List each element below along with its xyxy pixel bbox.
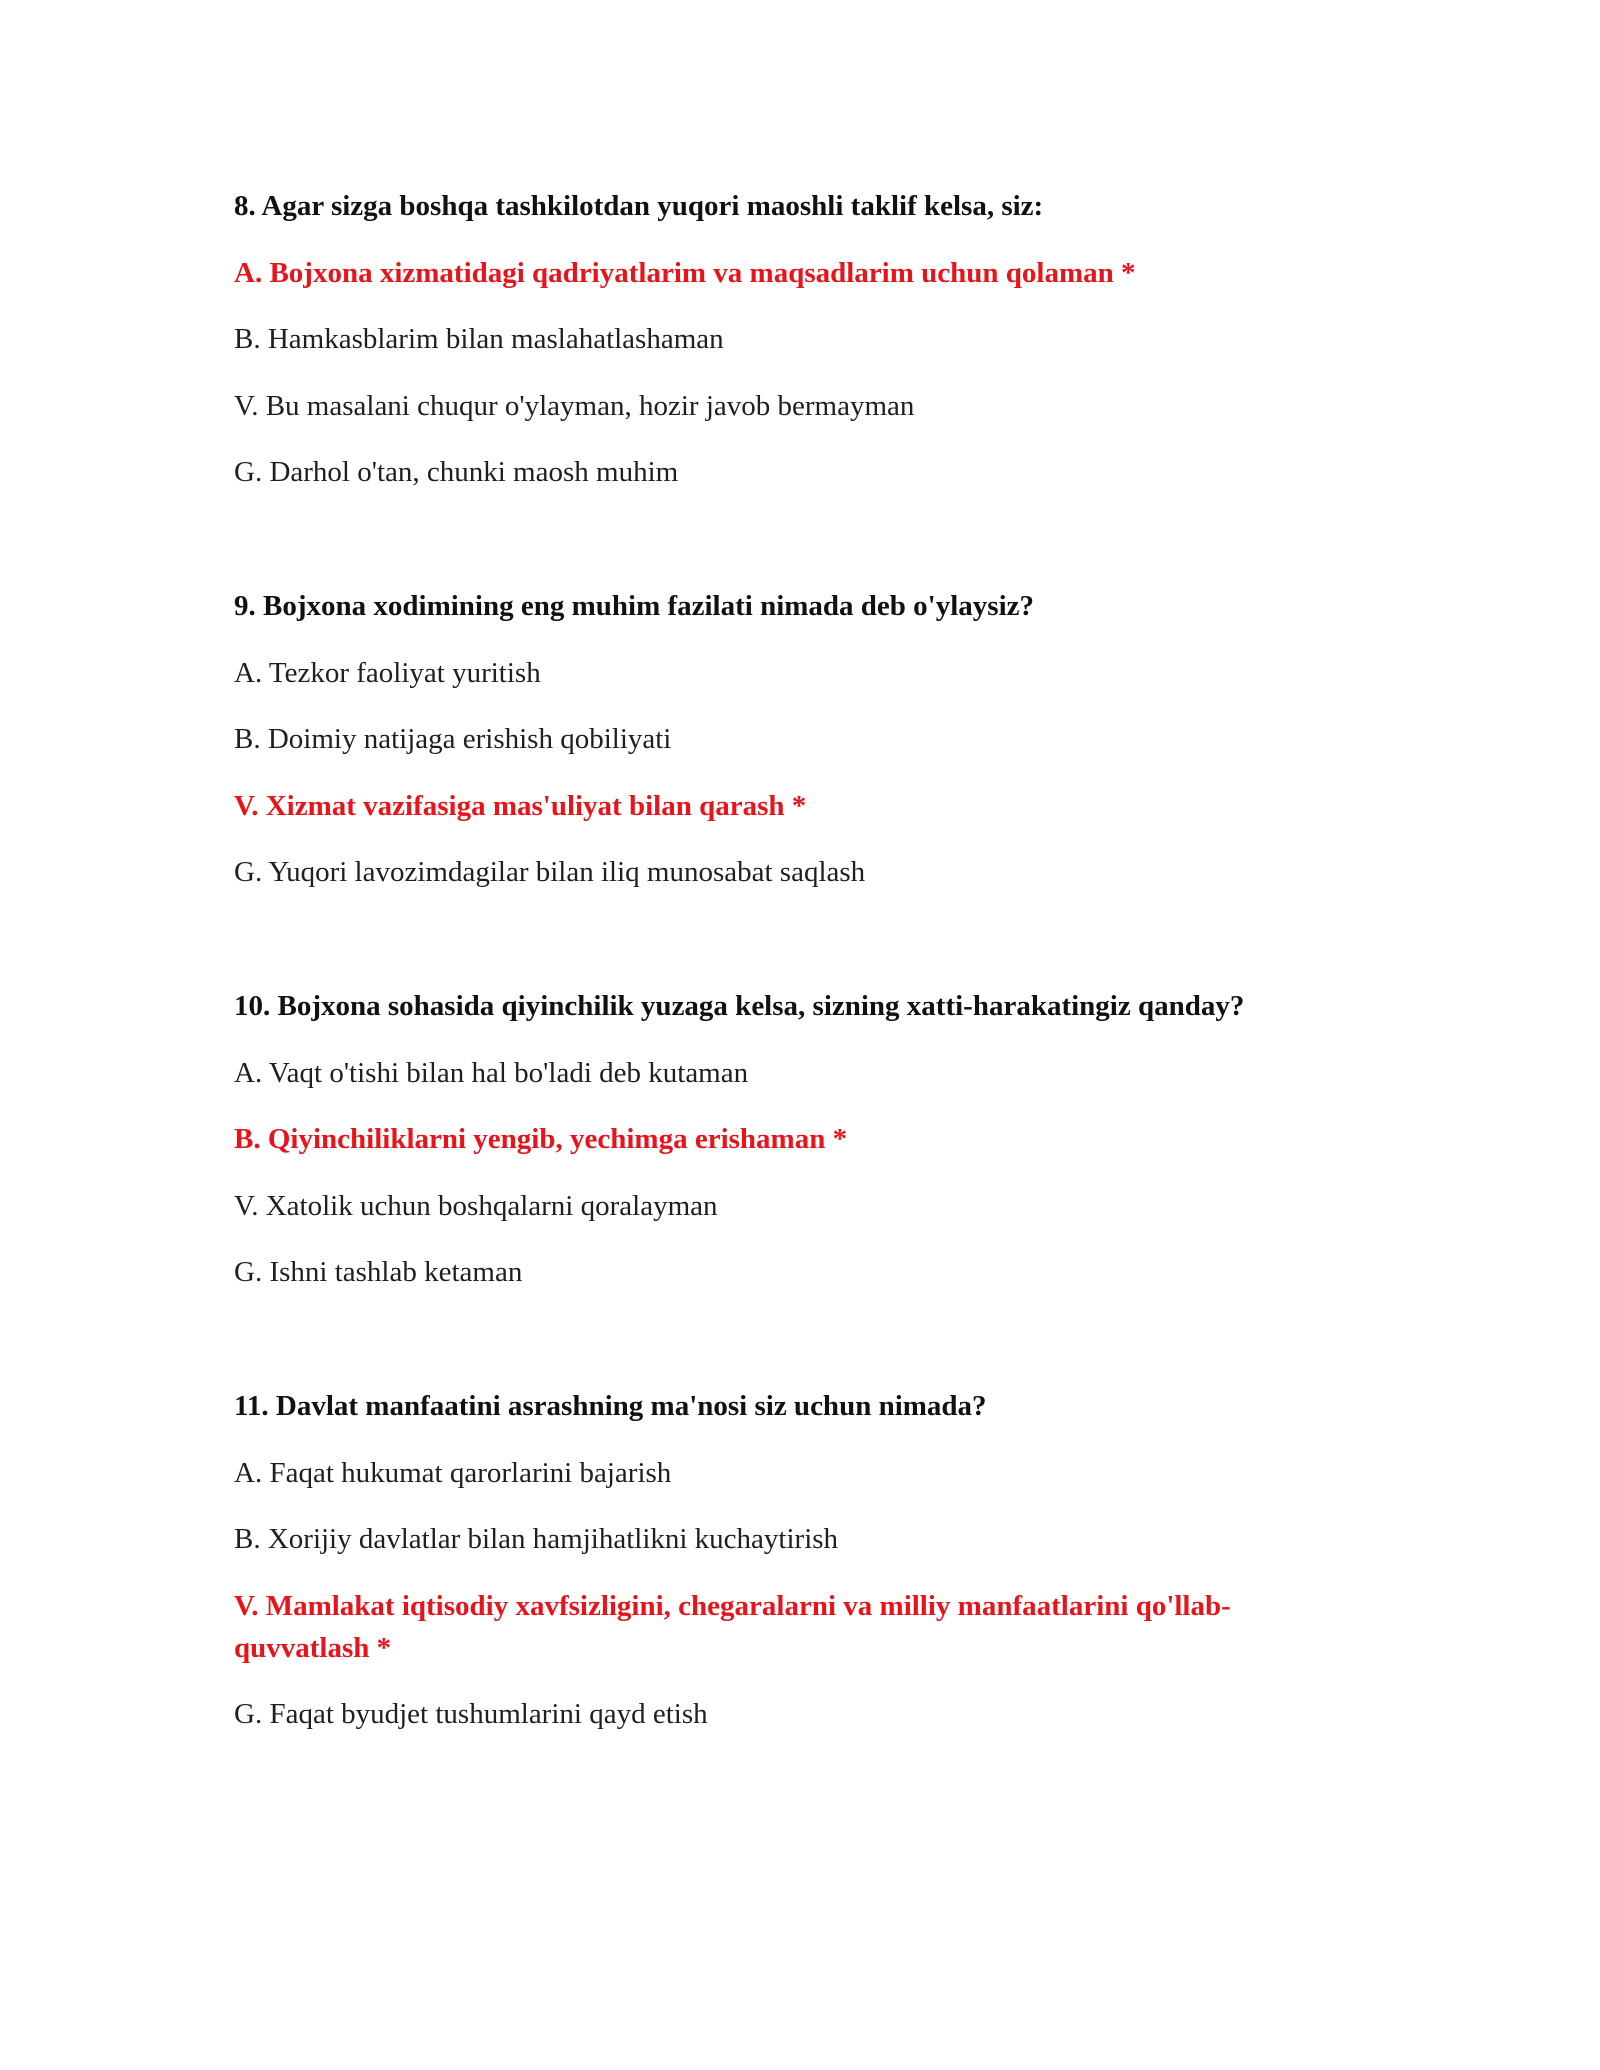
question-11-option-g: G. Faqat byudjet tushumlarini qayd etish: [234, 1698, 708, 1730]
question-10-option-g: G. Ishni tashlab ketaman: [234, 1256, 523, 1288]
question-11-option-a: A. Faqat hukumat qarorlarini bajarish: [234, 1457, 672, 1489]
question-9-text: 9. Bojxona xodimining eng muhim fazilati nimada deb o'ylaysiz?: [234, 590, 1035, 622]
question-9-option-b: B. Doimiy natijaga erishish qobiliyati: [234, 723, 672, 755]
question-10-option-b: B. Qiyinchiliklarni yengib, yechimga erishaman *: [234, 1123, 848, 1155]
question-11-text: 11. Davlat manfaatini asrashning ma'nosi siz uchun nimada?: [234, 1390, 987, 1422]
question-8-option-g: G. Darhol o'tan, chunki maosh muhim: [234, 456, 679, 488]
question-10-text: 10. Bojxona sohasida qiyinchilik yuzaga kelsa, sizning xatti-harakatingiz qanday?: [234, 990, 1245, 1022]
question-8-option-a: A. Bojxona xizmatidagi qadriyatlarim va maqsadlarim uchun qolaman *: [234, 257, 1136, 289]
question-11-option-v: V. Mamlakat iqtisodiy xavfsizligini, chegaralarni va milliy manfaatlarini qo'llab-quvvatlash *: [234, 1590, 1231, 1664]
question-9-option-g: G. Yuqori lavozimdagilar bilan iliq munosabat saqlash: [234, 856, 866, 888]
question-10-option-v: V. Xatolik uchun boshqalarni qoralayman: [234, 1190, 718, 1222]
question-8-option-b: B. Hamkasblarim bilan maslahatlashaman: [234, 323, 724, 355]
question-8-option-v: V. Bu masalani chuqur o'ylayman, hozir javob bermayman: [234, 390, 915, 422]
question-11-option-b: B. Xorijiy davlatlar bilan hamjihatlikni kuchaytirish: [234, 1523, 839, 1555]
question-10-option-a: A. Vaqt o'tishi bilan hal bo'ladi deb kutaman: [234, 1057, 749, 1089]
question-8-text: 8. Agar sizga boshqa tashkilotdan yuqori maoshli taklif kelsa, siz:: [234, 190, 1044, 222]
question-9-option-v: V. Xizmat vazifasiga mas'uliyat bilan qarash *: [234, 790, 807, 822]
question-9-option-a: A. Tezkor faoliyat yuritish: [234, 657, 541, 689]
